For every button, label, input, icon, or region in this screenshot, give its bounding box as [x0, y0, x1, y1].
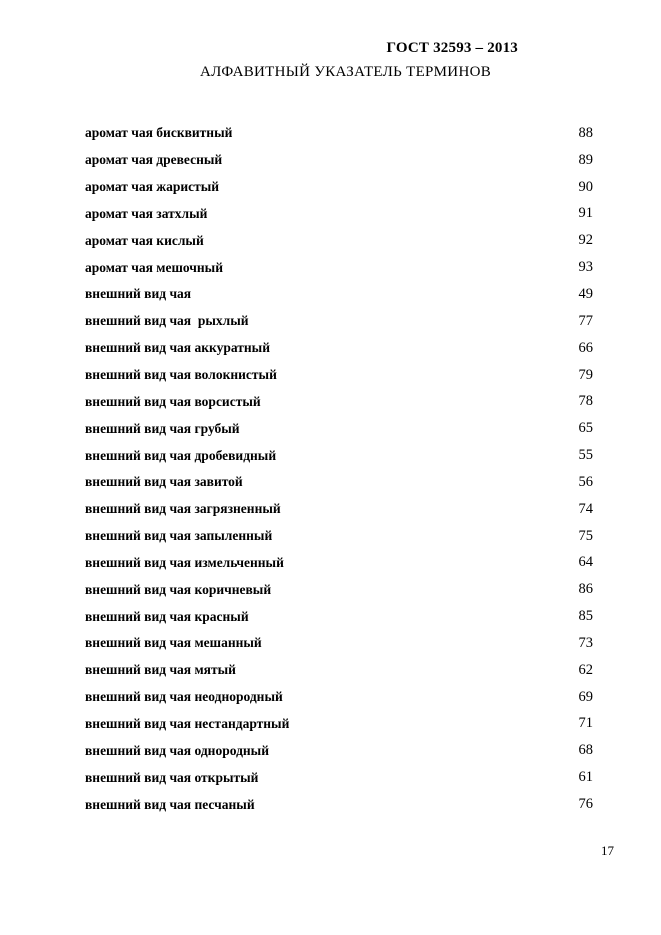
term-text: аромат чая кислый: [85, 232, 204, 248]
term-text: внешний вид чая мешанный: [85, 635, 262, 651]
term-text: внешний вид чая дробевидный: [85, 447, 277, 463]
list-item: [85, 174, 593, 201]
term-page-ref: 76: [578, 796, 593, 813]
term-page-ref: 71: [578, 715, 593, 732]
term-page-ref: 66: [578, 339, 593, 356]
term-page-ref: 79: [578, 366, 593, 383]
list-item: [85, 254, 593, 281]
list-item: [85, 362, 593, 389]
list-item: [85, 523, 593, 550]
term-text: внешний вид чая открытый: [85, 769, 259, 785]
term-text: внешний вид чая однородный: [85, 742, 269, 758]
term-page-ref: 73: [578, 634, 593, 651]
term-text: внешний вид чая неоднородный: [85, 689, 283, 705]
term-page-ref: 49: [578, 285, 593, 302]
term-text: внешний вид чая коричневый: [85, 581, 272, 597]
term-text: внешний вид чая мятый: [85, 662, 236, 678]
list-item: [85, 281, 593, 308]
term-page-ref: 91: [578, 205, 593, 222]
term-text: аромат чая бисквитный: [85, 125, 233, 141]
term-page-ref: 77: [578, 312, 593, 329]
list-item: [85, 469, 593, 496]
list-item: [85, 550, 593, 577]
list-item: [85, 120, 593, 147]
list-item: [85, 657, 593, 684]
term-page-ref: 75: [578, 527, 593, 544]
term-text: внешний вид чая аккуратный: [85, 340, 270, 356]
list-item: [85, 496, 593, 523]
page-title: АЛФАВИТНЫЙ УКАЗАТЕЛЬ ТЕРМИНОВ: [199, 64, 492, 80]
term-page-ref: 88: [578, 124, 593, 141]
term-page-ref: 74: [578, 500, 593, 517]
term-page-ref: 55: [578, 447, 593, 464]
document-code: ГОСТ 32593 – 2013: [386, 40, 518, 56]
term-text: внешний вид чая красный: [85, 608, 249, 624]
term-text: внешний вид чая: [85, 286, 192, 302]
term-page-ref: 89: [578, 151, 593, 168]
list-item: [85, 711, 593, 738]
list-item: [85, 630, 593, 657]
term-text: аромат чая жаристый: [85, 179, 220, 195]
term-text: внешний вид чая ворсистый: [85, 393, 261, 409]
term-text: внешний вид чая нестандартный: [85, 715, 290, 731]
term-text: внешний вид чая загрязненный: [85, 501, 281, 517]
list-item: [85, 227, 593, 254]
term-page-ref: 56: [578, 473, 593, 490]
term-page-ref: 65: [578, 420, 593, 437]
term-page-ref: 62: [578, 661, 593, 678]
list-item: [85, 603, 593, 630]
list-item: [85, 737, 593, 764]
list-item: [85, 388, 593, 415]
term-text: внешний вид чая измельченный: [85, 554, 284, 570]
term-text: аромат чая затхлый: [85, 205, 208, 221]
list-item: [85, 415, 593, 442]
list-item: [85, 147, 593, 174]
term-text: внешний вид чая волокнистый: [85, 367, 277, 383]
term-page-ref: 61: [578, 769, 593, 786]
list-item: [85, 308, 593, 335]
term-page-ref: 85: [578, 608, 593, 625]
term-text: аромат чая древесный: [85, 152, 223, 168]
term-page-ref: 86: [578, 581, 593, 598]
term-page-ref: 69: [578, 688, 593, 705]
term-page-ref: 68: [578, 742, 593, 759]
list-item: [85, 442, 593, 469]
term-text: аромат чая мешочный: [85, 259, 223, 275]
list-item: [85, 335, 593, 362]
term-page-ref: 93: [578, 259, 593, 276]
term-index-list: [85, 120, 593, 818]
list-item: [85, 201, 593, 228]
list-item: [85, 791, 593, 818]
term-text: внешний вид чая рыхлый: [85, 313, 249, 329]
list-item: [85, 764, 593, 791]
term-page-ref: 64: [578, 554, 593, 571]
term-text: внешний вид чая песчаный: [85, 796, 255, 812]
list-item: [85, 684, 593, 711]
term-page-ref: 90: [578, 178, 593, 195]
page-number: 17: [601, 843, 614, 858]
term-text: внешний вид чая завитой: [85, 474, 243, 490]
term-page-ref: 92: [578, 232, 593, 249]
list-item: [85, 576, 593, 603]
term-page-ref: 78: [578, 393, 593, 410]
term-text: внешний вид чая грубый: [85, 420, 240, 436]
term-text: внешний вид чая запыленный: [85, 528, 273, 544]
